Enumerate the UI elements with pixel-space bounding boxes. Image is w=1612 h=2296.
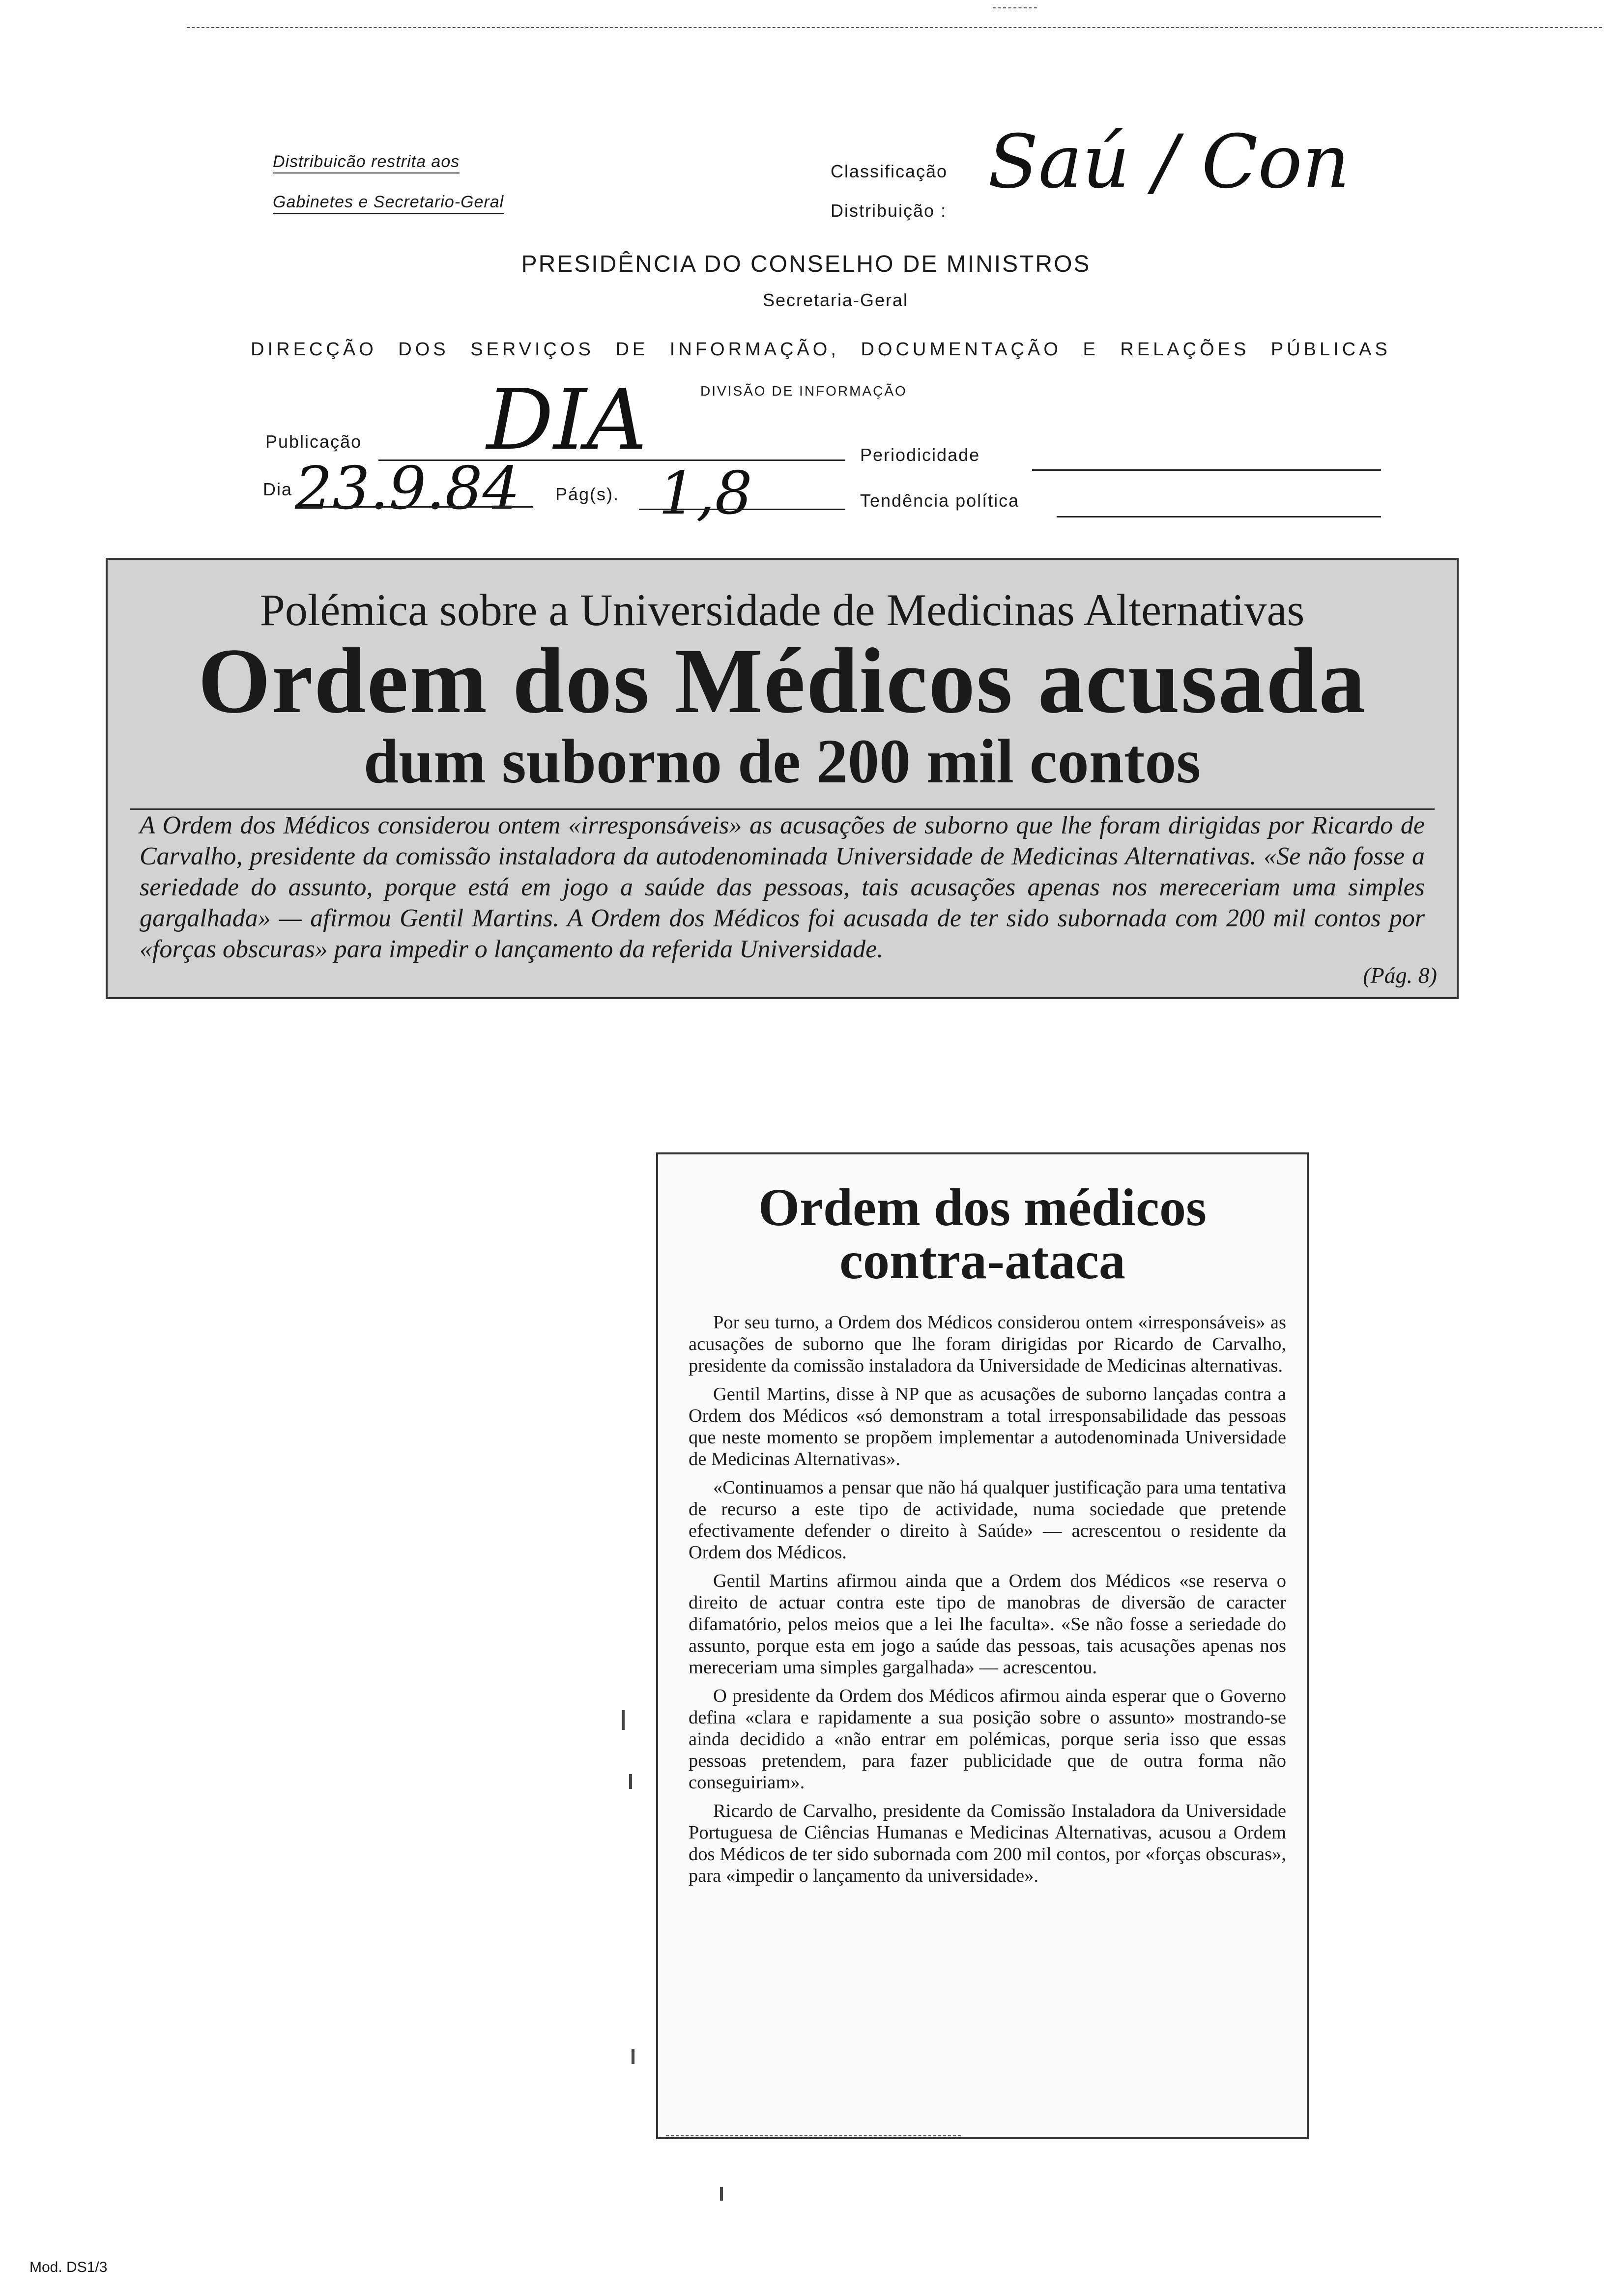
pags-handwritten-value: 1,8 bbox=[659, 459, 752, 528]
tendencia-line bbox=[1057, 516, 1381, 517]
article-paragraph: Ricardo de Carvalho, presidente da Comissão Instaladora da Universidade Portuguesa de Ciências Humanas e Medicinas Alternativas, acusou a Ordem dos Médicos de ter sido subornada com 200 mil contos, por «forças obscuras», para «impedir o lançamento da universidade». bbox=[689, 1801, 1286, 1886]
article-headline-line-2: contra-ataca bbox=[839, 1232, 1125, 1290]
scan-artifact-line bbox=[993, 7, 1037, 8]
scan-artifact-line bbox=[187, 27, 1602, 28]
publicacao-handwritten-value: DIA bbox=[487, 372, 647, 469]
article-headline bbox=[658, 1178, 1307, 1290]
classificacao-label: Classificação bbox=[831, 161, 948, 181]
article-paragraph: «Continuamos a pensar que não há qualquer justificação para uma tentativa de recurso a este tipo de actividade, numa sociedade que pretende efectivamente defender o direito à Saúde» — acrescentou o residente da Ordem dos Médicos. bbox=[689, 1477, 1286, 1563]
distribution-line-1: Distribuicão restrita aos bbox=[273, 152, 460, 173]
clipping-kicker: Polémica sobre a Universidade de Medicinas Alternativas bbox=[259, 585, 1305, 635]
clipping-subheadline: dum suborno de 200 mil contos bbox=[363, 726, 1201, 796]
publicacao-label: Publicação bbox=[265, 431, 362, 452]
pags-line bbox=[639, 509, 845, 510]
clipping-lead-text: A Ordem dos Médicos considerou ontem «irresponsáveis» as acusações de suborno que lhe foram dirigidas por Ricardo de Carvalho, presidente da comissão instaladora da autodenominada Universidade de Medicinas Alternativas. «Se não fosse a seriedade do assunto, porque está em jogo a saúde das pessoas, tais acusações apenas nos mereceriam uma simples gargalhada» — afirmou Gentil Martins. A Ordem dos Médicos foi acusada de ter sido subornada com 200 mil contos por «forças obscuras» para impedir o lançamento da referida Universidade. bbox=[130, 808, 1435, 965]
classificacao-handwritten-value: Saú / Con bbox=[988, 119, 1350, 205]
article-headline-line-1: Ordem dos médicos bbox=[758, 1178, 1207, 1237]
division-name: DIVISÃO DE INFORMAÇÃO bbox=[700, 383, 907, 399]
scan-artifact-mark bbox=[622, 1710, 625, 1730]
distribuicao-label: Distribuição : bbox=[831, 201, 947, 221]
scan-artifact-mark bbox=[720, 2187, 723, 2201]
page-subtitle: Secretaria-Geral bbox=[762, 290, 909, 310]
distribution-line-2: Gabinetes e Secretario-Geral bbox=[273, 193, 504, 214]
dia-label: Dia bbox=[263, 479, 293, 499]
tendencia-label: Tendência política bbox=[860, 490, 1020, 511]
form-code: Mod. DS1/3 bbox=[29, 2259, 108, 2275]
article-paragraph: Gentil Martins afirmou ainda que a Ordem dos Médicos «se reserva o direito de actuar contra este tipo de manobras de diversão de caracter difamatório, pelos meios que a lei lhe faculta». «Se não fosse a seriedade do assunto, porque esta em jogo a saúde das pessoas, tais acusações apenas nos mereceriam uma simples gargalhada» — acrescentou. bbox=[689, 1571, 1286, 1678]
article-paragraph: O presidente da Ordem dos Médicos afirmou ainda esperar que o Governo defina «clara e rapidamente a sua posição sobre o assunto» mostrando-se ainda decidido a «não entrar em polémicas, porque seria isso que essas pessoas pretendem, para fazer publicidade que de outra forma não conseguiriam». bbox=[689, 1686, 1286, 1793]
dia-line bbox=[302, 506, 533, 508]
newspaper-clipping-main bbox=[106, 558, 1459, 999]
periodicidade-label: Periodicidade bbox=[860, 445, 980, 465]
newspaper-clipping-article bbox=[656, 1152, 1309, 2139]
article-paragraph: Por seu turno, a Ordem dos Médicos considerou ontem «irresponsáveis» as acusações de suborno que lhe foram dirigidas por Ricardo de Carvalho, presidente da comissão instaladora da Universidade de Medicinas alternativas. bbox=[689, 1312, 1286, 1376]
scan-artifact-line bbox=[666, 2135, 961, 2136]
scan-artifact-mark bbox=[629, 1774, 632, 1789]
clipping-page-reference: (Pág. 8) bbox=[1363, 963, 1437, 988]
directorate-name: DIRECÇÃO DOS SERVIÇOS DE INFORMAÇÃO, DOCUMENTAÇÃO E RELAÇÕES PÚBLICAS bbox=[251, 339, 1391, 360]
periodicidade-line bbox=[1032, 469, 1381, 471]
article-body bbox=[689, 1312, 1286, 1894]
article-paragraph: Gentil Martins, disse à NP que as acusações de suborno lançadas contra a Ordem dos Médicos «só demonstram a total irresponsabilidade das pessoas que neste momento se propõem implementar a autodenominada Universidade de Medicinas Alternativas». bbox=[689, 1384, 1286, 1469]
clipping-headline: Ordem dos Médicos acusada bbox=[198, 630, 1367, 733]
page-title: PRESIDÊNCIA DO CONSELHO DE MINISTROS bbox=[521, 251, 1091, 277]
dia-handwritten-value: 23.9.84 bbox=[295, 455, 520, 523]
pags-label: Pág(s). bbox=[555, 484, 620, 504]
scan-artifact-mark bbox=[632, 2049, 634, 2064]
